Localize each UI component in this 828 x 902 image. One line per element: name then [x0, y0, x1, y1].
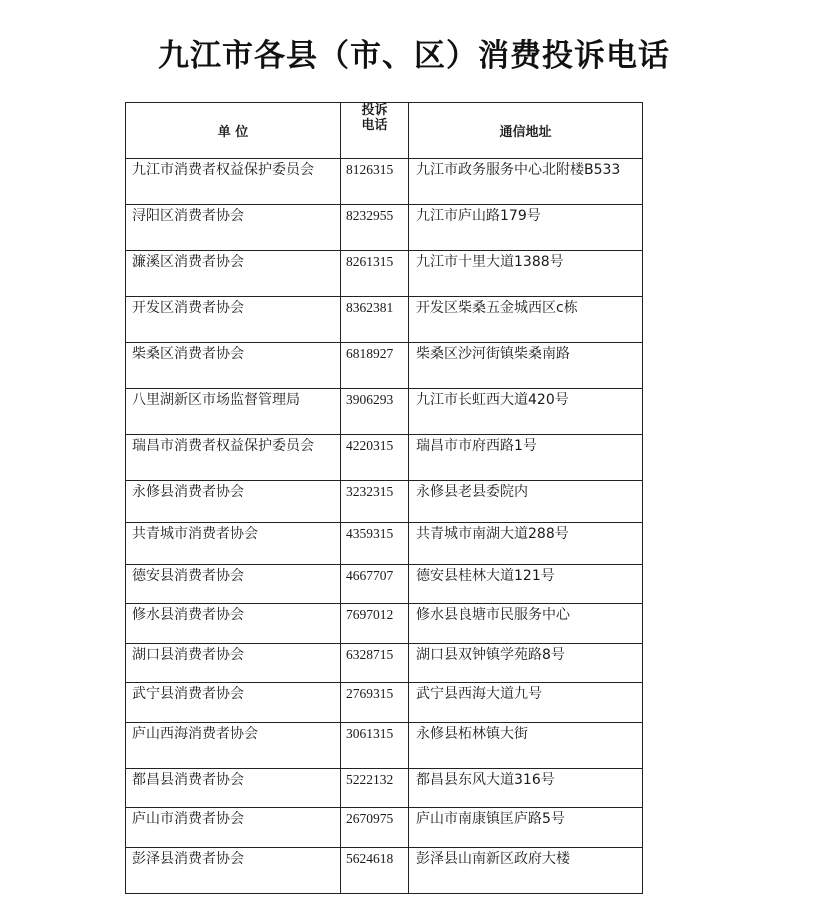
phone-cell-text: 8126315 [346, 162, 394, 177]
unit-cell [126, 604, 341, 644]
header-phone-line2: 电话 [361, 118, 388, 133]
unit-cell-text: 修水县消费者协会 [132, 607, 244, 623]
table-row [126, 723, 643, 769]
unit-cell-text: 瑞昌市消费者权益保护委员会 [132, 438, 314, 454]
phone-cell [341, 343, 409, 389]
phone-cell-text: 8232955 [346, 208, 394, 223]
address-cell-text: 永修县柘林镇大街 [416, 726, 528, 742]
phone-cell-text: 7697012 [346, 607, 394, 622]
phone-cell [341, 604, 409, 644]
phone-cell-text: 4220315 [346, 438, 394, 453]
header-address: 通信地址 [409, 103, 643, 159]
address-cell-text: 九江市长虹西大道420号 [416, 392, 569, 408]
unit-cell-text: 庐山市消费者协会 [132, 811, 244, 827]
address-cell-text: 德安县桂林大道121号 [416, 568, 555, 584]
address-cell-text: 彭泽县山南新区政府大楼 [416, 851, 570, 867]
phone-cell-text: 2769315 [346, 686, 394, 701]
phone-cell [341, 769, 409, 808]
address-cell [409, 159, 643, 205]
unit-cell [126, 769, 341, 808]
unit-cell [126, 644, 341, 683]
address-cell-text: 庐山市南康镇匡庐路5号 [416, 811, 565, 827]
phone-cell [341, 848, 409, 894]
phone-cell [341, 389, 409, 435]
phone-cell-text: 5624618 [346, 851, 394, 866]
unit-cell [126, 808, 341, 848]
address-cell-text: 都昌县东风大道316号 [416, 772, 555, 788]
phone-cell [341, 723, 409, 769]
address-cell [409, 683, 643, 723]
table-row [126, 343, 643, 389]
table-row [126, 808, 643, 848]
unit-cell-text: 都昌县消费者协会 [132, 772, 244, 788]
table-row [126, 389, 643, 435]
unit-cell [126, 389, 341, 435]
unit-cell [126, 683, 341, 723]
header-unit: 单 位 [126, 103, 341, 159]
phone-cell-text: 8362381 [346, 300, 394, 315]
address-cell [409, 808, 643, 848]
unit-cell [126, 159, 341, 205]
phone-cell [341, 159, 409, 205]
page-title: 九江市各县（市、区）消费投诉电话 [158, 38, 670, 74]
address-cell [409, 769, 643, 808]
phone-cell [341, 565, 409, 604]
unit-cell-text: 德安县消费者协会 [132, 568, 244, 584]
phone-cell-text: 6328715 [346, 647, 394, 662]
address-cell-text: 开发区柴桑五金城西区c栋 [416, 300, 578, 316]
address-cell-text: 共青城市南湖大道288号 [416, 526, 569, 542]
phone-cell [341, 808, 409, 848]
unit-cell-text: 庐山西海消费者协会 [132, 726, 258, 742]
table-row [126, 297, 643, 343]
table-row [126, 481, 643, 523]
address-cell [409, 604, 643, 644]
phone-cell-text: 3906293 [346, 392, 394, 407]
phone-cell [341, 205, 409, 251]
complaint-phone-table [125, 102, 643, 894]
unit-cell [126, 205, 341, 251]
table-body [126, 159, 643, 894]
phone-cell [341, 297, 409, 343]
phone-cell-text: 3232315 [346, 484, 394, 499]
table-row [126, 604, 643, 644]
address-cell-text: 九江市庐山路179号 [416, 208, 541, 224]
unit-cell-text: 彭泽县消费者协会 [132, 851, 244, 867]
phone-cell-text: 3061315 [346, 726, 394, 741]
phone-cell-text: 5222132 [346, 772, 394, 787]
phone-cell [341, 435, 409, 481]
table-row [126, 523, 643, 565]
unit-cell [126, 343, 341, 389]
address-cell-text: 永修县老县委院内 [416, 484, 528, 500]
header-phone [341, 103, 409, 159]
phone-cell [341, 683, 409, 723]
table-row [126, 159, 643, 205]
unit-cell [126, 297, 341, 343]
unit-cell [126, 848, 341, 894]
address-cell [409, 481, 643, 523]
address-cell [409, 523, 643, 565]
phone-cell [341, 644, 409, 683]
table-row [126, 205, 643, 251]
unit-cell [126, 565, 341, 604]
phone-cell-text: 8261315 [346, 254, 394, 269]
unit-cell-text: 开发区消费者协会 [132, 300, 244, 316]
table-row [126, 769, 643, 808]
address-cell [409, 848, 643, 894]
unit-cell-text: 柴桑区消费者协会 [132, 346, 244, 362]
address-cell [409, 723, 643, 769]
address-cell [409, 297, 643, 343]
unit-cell [126, 481, 341, 523]
phone-cell [341, 523, 409, 565]
address-cell-text: 九江市十里大道1388号 [416, 254, 564, 270]
table-row [126, 435, 643, 481]
table-row [126, 565, 643, 604]
table-header-row [126, 103, 643, 159]
address-cell [409, 565, 643, 604]
unit-cell-text: 永修县消费者协会 [132, 484, 244, 500]
address-cell-text: 九江市政务服务中心北附楼B533 [416, 162, 621, 178]
address-cell [409, 205, 643, 251]
table-row [126, 683, 643, 723]
unit-cell-text: 九江市消费者权益保护委员会 [132, 162, 314, 178]
unit-cell [126, 435, 341, 481]
address-cell-text: 瑞昌市市府西路1号 [416, 438, 537, 454]
address-cell-text: 武宁县西海大道九号 [416, 686, 542, 702]
address-cell [409, 389, 643, 435]
unit-cell-text: 八里湖新区市场监督管理局 [132, 392, 300, 408]
phone-cell [341, 251, 409, 297]
address-cell-text: 湖口县双钟镇学苑路8号 [416, 647, 565, 663]
unit-cell-text: 湖口县消费者协会 [132, 647, 244, 663]
table-row [126, 848, 643, 894]
phone-cell-text: 2670975 [346, 811, 394, 826]
unit-cell-text: 浔阳区消费者协会 [132, 208, 244, 224]
phone-cell-text: 4667707 [346, 568, 394, 583]
table-row [126, 644, 643, 683]
phone-cell-text: 6818927 [346, 346, 394, 361]
header-phone-line1: 投诉 [361, 103, 388, 118]
address-cell-text: 修水县良塘市民服务中心 [416, 607, 570, 623]
unit-cell-text: 武宁县消费者协会 [132, 686, 244, 702]
unit-cell [126, 251, 341, 297]
address-cell [409, 251, 643, 297]
phone-cell-text: 4359315 [346, 526, 394, 541]
address-cell [409, 644, 643, 683]
unit-cell [126, 723, 341, 769]
phone-cell [341, 481, 409, 523]
table-row [126, 251, 643, 297]
address-cell [409, 435, 643, 481]
unit-cell-text: 濂溪区消费者协会 [132, 254, 244, 270]
unit-cell [126, 523, 341, 565]
address-cell [409, 343, 643, 389]
unit-cell-text: 共青城市消费者协会 [132, 526, 258, 542]
address-cell-text: 柴桑区沙河街镇柴桑南路 [416, 346, 570, 362]
